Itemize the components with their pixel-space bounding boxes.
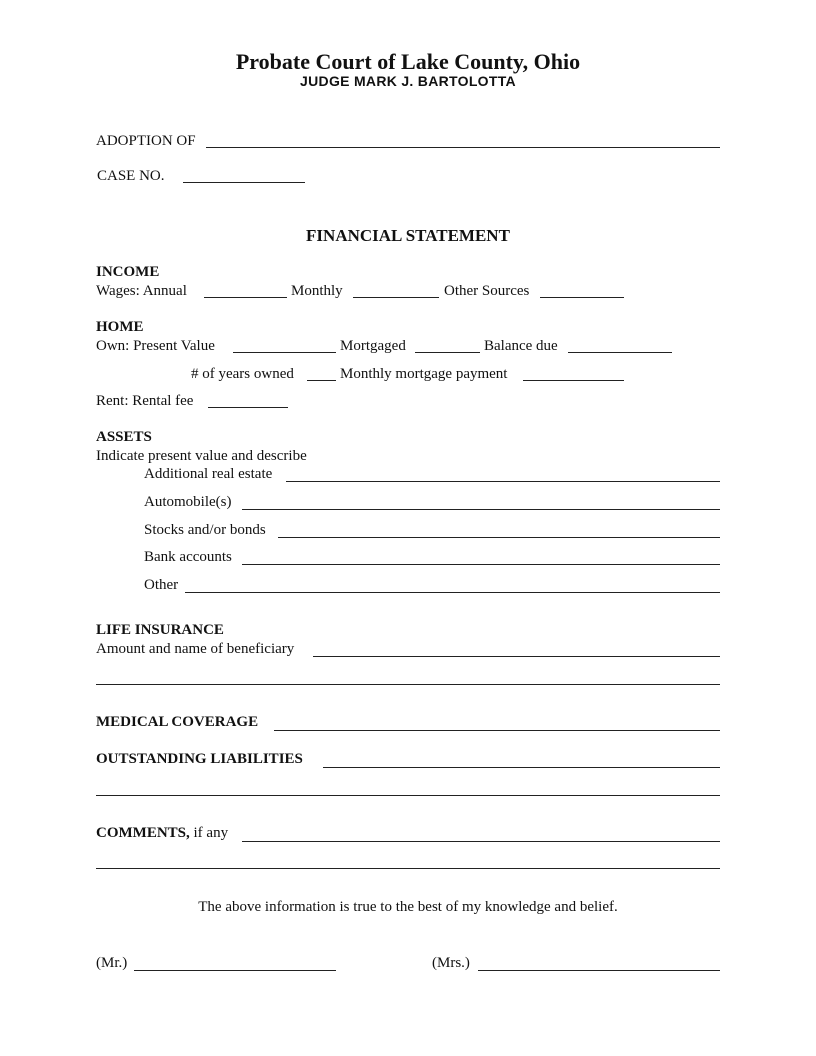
outstanding-liabilities-label: OUTSTANDING LIABILITIES [96,751,303,767]
other-sources-label: Other Sources [444,283,530,299]
mortgaged-field[interactable] [415,352,480,353]
other-assets-field[interactable] [185,592,720,593]
mrs-signature-field[interactable] [478,970,720,971]
case-no-field[interactable] [183,182,305,183]
attestation-text: The above information is true to the best of my knowledge and belief. [198,899,618,915]
court-title: Probate Court of Lake County, Ohio [235,49,581,74]
own-present-value-label: Own: Present Value [96,338,215,354]
present-value-field[interactable] [233,352,336,353]
case-no-label: CASE NO. [97,168,165,184]
mr-label: (Mr.) [96,955,128,971]
outstanding-liabilities-field-line-2[interactable] [96,795,720,796]
comments-field[interactable] [242,841,720,842]
rental-fee-field[interactable] [208,407,288,408]
mortgaged-label: Mortgaged [340,338,406,354]
years-owned-label: # of years owned [191,366,294,382]
comments-heading: COMMENTS, [96,825,190,841]
rent-rental-fee-label: Rent: Rental fee [96,393,194,409]
monthly-mortgage-field[interactable] [523,380,624,381]
medical-coverage-field[interactable] [274,730,720,731]
adoption-of-label: ADOPTION OF [96,133,196,149]
additional-real-estate-field[interactable] [286,481,720,482]
judge-name: JUDGE MARK J. BARTOLOTTA [300,73,516,89]
beneficiary-field[interactable] [313,656,720,657]
years-owned-field[interactable] [307,380,336,381]
form-heading: FINANCIAL STATEMENT [306,226,510,245]
automobiles-field[interactable] [242,509,720,510]
monthly-mortgage-label: Monthly mortgage payment [340,366,508,382]
adoption-of-field[interactable] [206,147,720,148]
monthly-label: Monthly [291,283,343,299]
monthly-field[interactable] [353,297,439,298]
wages-annual-label: Wages: Annual [96,283,187,299]
income-heading: INCOME [96,264,160,280]
other-sources-field[interactable] [540,297,624,298]
life-insurance-heading: LIFE INSURANCE [96,622,224,638]
stocks-bonds-label: Stocks and/or bonds [144,522,266,538]
mr-signature-field[interactable] [134,970,336,971]
beneficiary-field-line-2[interactable] [96,684,720,685]
beneficiary-label: Amount and name of beneficiary [96,641,295,657]
stocks-bonds-field[interactable] [278,537,720,538]
assets-instruction: Indicate present value and describe [96,448,307,464]
other-assets-label: Other [144,577,179,593]
balance-due-label: Balance due [484,338,558,354]
comments-suffix: if any [189,825,229,841]
wages-annual-field[interactable] [204,297,287,298]
bank-accounts-label: Bank accounts [144,549,232,565]
mrs-label: (Mrs.) [432,955,470,971]
outstanding-liabilities-field[interactable] [323,767,720,768]
bank-accounts-field[interactable] [242,564,720,565]
home-heading: HOME [96,319,144,335]
medical-coverage-label: MEDICAL COVERAGE [96,714,259,730]
automobiles-label: Automobile(s) [144,494,232,510]
comments-field-line-2[interactable] [96,868,720,869]
assets-heading: ASSETS [96,429,152,445]
additional-real-estate-label: Additional real estate [144,466,273,482]
balance-due-field[interactable] [568,352,672,353]
comments-label [96,825,228,842]
